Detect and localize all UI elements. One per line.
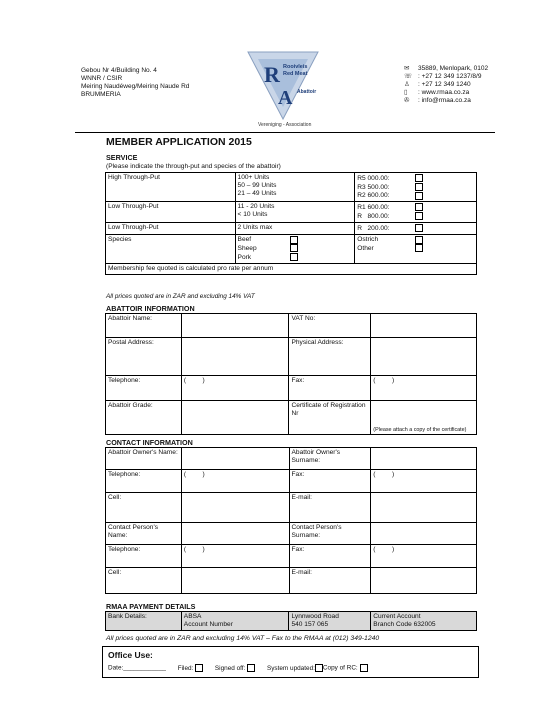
- contact-text: : info@rmaa.co.za: [418, 97, 471, 104]
- branch-code: Branch Code 632005: [373, 621, 436, 628]
- bank-name: ABSA: [183, 613, 202, 620]
- logo-letter-r: R: [264, 62, 280, 87]
- field-label: Abattoir Owner's Name:: [106, 448, 182, 470]
- field-label: Telephone:: [106, 376, 182, 401]
- contact-text: : www.rmaa.co.za: [418, 89, 470, 96]
- table-row: [106, 612, 477, 631]
- grade-input[interactable]: [181, 401, 289, 435]
- contact-text: : +27 12 349 1240: [418, 81, 471, 88]
- row-label: High Through-Put: [106, 173, 236, 202]
- abattoir-name-input[interactable]: [181, 314, 289, 338]
- field-label: Certificate of Registration Nr: [289, 401, 371, 435]
- fax-input[interactable]: ( ): [371, 376, 477, 401]
- species-label: Pork: [237, 253, 252, 261]
- field-label: Contact Person's Name:: [106, 523, 182, 545]
- field-label: Physical Address:: [289, 338, 371, 376]
- fax-icon: ♙: [404, 81, 410, 88]
- field-label: Postal Address:: [106, 338, 182, 376]
- table-row: [106, 338, 477, 376]
- logo-word: Abattoir: [297, 89, 317, 95]
- price-label: R 200.00:: [357, 224, 390, 232]
- species-label: Sheep: [237, 245, 257, 252]
- filed-label: Filed:: [177, 664, 194, 672]
- email-input[interactable]: [371, 493, 477, 523]
- contact-table: [105, 447, 477, 594]
- account-number: 540 157 065: [291, 621, 329, 628]
- price-label: R 800.00:: [357, 212, 390, 220]
- envelope-icon: ✉: [404, 65, 410, 72]
- species-label: Beef: [237, 236, 252, 244]
- fee-note: Membership fee quoted is calculated pro rate per annum: [106, 263, 477, 274]
- fax-input[interactable]: ( ): [371, 545, 477, 568]
- person-name-input[interactable]: [181, 523, 289, 545]
- address-block: [81, 67, 189, 99]
- table-row: [106, 448, 477, 470]
- field-label: Fax:: [289, 545, 371, 568]
- table-row: [106, 314, 477, 338]
- price-label: R1 600.00:: [357, 204, 390, 211]
- service-instruction: (Please indicate the through-put and species of the abattoir): [106, 163, 281, 170]
- checkbox[interactable]: [415, 212, 423, 220]
- table-row: [106, 401, 477, 435]
- logo-letter-a: A: [278, 87, 293, 109]
- checkbox[interactable]: [415, 192, 423, 200]
- table-row: [106, 263, 477, 274]
- email-input[interactable]: [371, 568, 477, 594]
- checkbox[interactable]: [415, 244, 423, 252]
- checkbox[interactable]: [195, 664, 203, 672]
- species-label: Other: [357, 245, 374, 252]
- bank-account-label: Account Number: [183, 621, 233, 628]
- postal-address-input[interactable]: [181, 338, 289, 376]
- telephone-input[interactable]: ( ): [181, 545, 289, 568]
- table-row: [106, 234, 477, 263]
- contact-text: 35889, Menlopark, 0102: [418, 65, 489, 72]
- price-label: R2 600.00:: [357, 192, 390, 200]
- office-use-fields: [108, 664, 368, 672]
- address-line: Meiring Naudéweg/Meiring Naude Rd: [81, 83, 190, 90]
- price-label: R5 000.00:: [357, 174, 390, 182]
- telephone-input[interactable]: ( ): [181, 376, 289, 401]
- checkbox[interactable]: [315, 664, 323, 672]
- checkbox[interactable]: [415, 203, 423, 211]
- logo-word: Rooivleis: [283, 64, 308, 70]
- web-icon: ▯: [404, 89, 408, 96]
- copy-label: Copy of RC:: [322, 664, 358, 672]
- unit-option: 11 - 20 Units: [237, 203, 275, 211]
- field-label: Fax:: [289, 376, 371, 401]
- service-heading: SERVICE: [106, 153, 138, 162]
- table-row: [106, 493, 477, 523]
- system-label: System updated:: [266, 664, 315, 672]
- unit-option: 2 Units max: [235, 222, 355, 234]
- table-row: [106, 376, 477, 401]
- logo-word: Red Meat: [283, 71, 308, 77]
- checkbox[interactable]: [360, 664, 368, 672]
- vat-input[interactable]: [371, 314, 477, 338]
- row-label: Low Through-Put: [106, 222, 236, 234]
- date-field[interactable]: Date:____________: [108, 664, 166, 672]
- checkbox[interactable]: [415, 236, 423, 244]
- phone-icon: ☏: [404, 73, 413, 80]
- email-icon: ✇: [404, 97, 410, 104]
- contact-block: [404, 65, 488, 105]
- owner-surname-input[interactable]: [371, 448, 477, 470]
- checkbox[interactable]: [290, 236, 298, 244]
- account-type: Current Account: [373, 613, 421, 620]
- row-label: Low Through-Put: [106, 202, 236, 223]
- price-label: R3 500.00:: [357, 183, 390, 191]
- header-divider: [75, 132, 495, 133]
- field-label: Bank Details:: [106, 612, 182, 631]
- checkbox[interactable]: [290, 244, 298, 252]
- abattoir-table: [105, 313, 477, 435]
- cell-input[interactable]: [181, 493, 289, 523]
- field-label: Abattoir Name:: [106, 314, 182, 338]
- physical-address-input[interactable]: [371, 338, 477, 376]
- contact-heading: CONTACT INFORMATION: [106, 438, 193, 447]
- address-line: BRUMMERIA: [81, 91, 121, 98]
- field-label: VAT No:: [289, 314, 371, 338]
- field-label: Contact Person's Surname:: [289, 523, 371, 545]
- payment-heading: RMAA PAYMENT DETAILS: [106, 602, 196, 611]
- unit-option: 50 – 99 Units: [237, 182, 277, 189]
- page-title: MEMBER APPLICATION 2015: [106, 136, 252, 148]
- office-use-heading: Office Use:: [108, 650, 153, 660]
- table-row: [106, 568, 477, 594]
- logo-graphic: [240, 49, 325, 129]
- field-label: E-mail:: [289, 568, 371, 594]
- payment-table: [105, 611, 477, 631]
- owner-name-input[interactable]: [181, 448, 289, 470]
- telephone-input[interactable]: ( ): [181, 470, 289, 493]
- unit-option: < 10 Units: [237, 211, 268, 219]
- field-label: Cell:: [106, 493, 182, 523]
- field-label: Telephone:: [106, 470, 182, 493]
- vat-note: All prices quoted are in ZAR and excluding 14% VAT: [106, 293, 255, 300]
- table-row: [106, 470, 477, 493]
- branch-name: Lynnwood Road: [291, 613, 339, 620]
- person-surname-input[interactable]: [371, 523, 477, 545]
- contact-text: : +27 12 349 1237/8/9: [418, 73, 482, 80]
- abattoir-heading: ABATTOIR INFORMATION: [106, 304, 195, 313]
- field-label: Abattoir Owner's Surname:: [289, 448, 371, 470]
- payment-footer: All prices quoted are in ZAR and excluding 14% VAT – Fax to the RMAA at (012) 349-1240: [106, 635, 380, 642]
- field-label: Telephone:: [106, 545, 182, 568]
- table-row: [106, 222, 477, 234]
- field-label: Abattoir Grade:: [106, 401, 182, 435]
- service-table: [105, 172, 477, 275]
- unit-option: 21 – 49 Units: [237, 190, 277, 197]
- table-row: [106, 545, 477, 568]
- field-label: Fax:: [289, 470, 371, 493]
- checkbox[interactable]: [247, 664, 255, 672]
- logo-caption: Vereniging - Association: [258, 122, 312, 128]
- unit-option: 100+ Units: [237, 174, 270, 181]
- table-row: [106, 202, 477, 223]
- table-row: [106, 523, 477, 545]
- signed-label: Signed off:: [214, 664, 246, 672]
- species-label: Ostrich: [357, 236, 379, 244]
- checkbox[interactable]: [415, 174, 423, 182]
- rmaa-logo: [240, 49, 325, 129]
- fax-input[interactable]: ( ): [371, 470, 477, 493]
- field-label: E-mail:: [289, 493, 371, 523]
- certificate-input[interactable]: (Please attach a copy of the certificate): [371, 401, 477, 435]
- cell-input[interactable]: [181, 568, 289, 594]
- checkbox[interactable]: [290, 253, 298, 261]
- table-row: [106, 173, 477, 202]
- address-line: WNNR / CSIR: [81, 75, 123, 82]
- field-label: Cell:: [106, 568, 182, 594]
- office-use-box: [102, 646, 479, 678]
- row-label: Species: [106, 234, 236, 263]
- checkbox[interactable]: [415, 224, 423, 232]
- checkbox[interactable]: [415, 183, 423, 191]
- address-line: Gebou Nr 4/Building No. 4: [81, 67, 157, 74]
